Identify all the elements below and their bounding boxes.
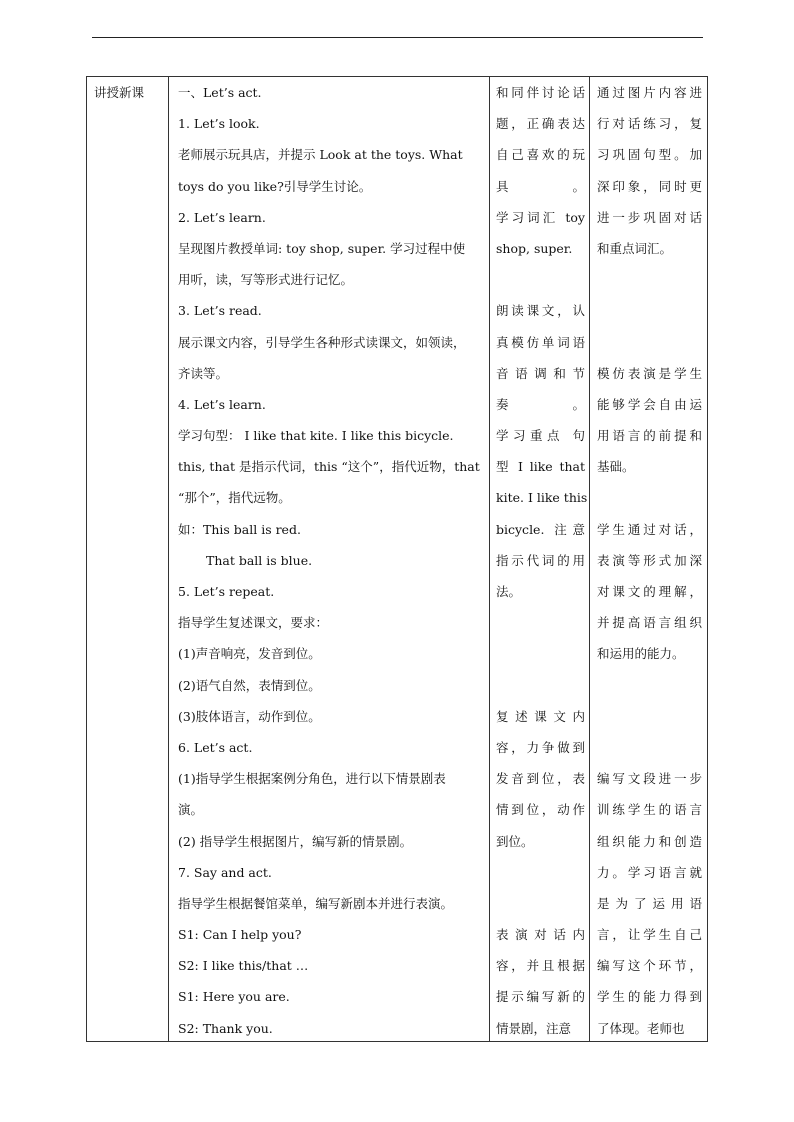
teacher-activity-line: (3)肢体语言，动作到位。 (178, 708, 321, 724)
student-activity-line: 和同伴讨论话 (496, 85, 585, 100)
teacher-activity-line: toys do you like?引导学生讨论。 (178, 178, 372, 194)
teacher-activity-line: S2: Thank you. (178, 1020, 273, 1036)
design-intent-line (597, 264, 704, 295)
design-intent-line: 行对话练习，复 (597, 116, 702, 132)
design-intent-line (597, 670, 704, 701)
design-intent-line: 深印象，同时更 (597, 178, 702, 194)
student-activity-line (496, 638, 587, 669)
teacher-activity-line: (1)声音响亮，发音到位。 (178, 646, 321, 662)
teacher-activity-line: 一、Let’s act. (178, 85, 262, 100)
design-intent-line: 学生通过对话， (597, 521, 702, 537)
design-intent-column (592, 77, 704, 1044)
teacher-activity-line: S1: Can I help you? (178, 927, 302, 943)
design-intent-line: 是为了运用语 (597, 895, 702, 911)
student-activity-line: 到位。 (496, 833, 534, 849)
design-intent-line: 训练学生的语言 (597, 802, 702, 818)
design-intent-line: 能够学会自由运 (597, 396, 702, 412)
design-intent-line (597, 701, 704, 732)
teacher-activity-line: 学习句型： I like that kite. I like this bicycle. (178, 428, 454, 444)
student-activity-line: 奏。 (496, 396, 585, 412)
design-intent-line: 编写这个环节， (597, 958, 702, 974)
section-label-cell (87, 77, 168, 108)
student-activity-line (496, 888, 587, 919)
student-activity-line: 学习重点 句 (496, 428, 585, 444)
student-activity-line: 表演对话内 (496, 927, 585, 943)
teacher-activity-line: S2: I like this/that … (178, 958, 309, 974)
teacher-activity-line: 齐读等。 (178, 365, 229, 381)
design-intent-line: 言，让学生自己 (597, 927, 702, 943)
teacher-activity-line: 4. Let’s learn. (178, 396, 266, 412)
header-rule (92, 37, 703, 38)
teacher-activity-line: 展示课文内容，引导学生各种形式读课文，如领读， (178, 334, 466, 350)
student-activity-line: 题，正确表达 (496, 116, 585, 132)
student-activity-column (493, 77, 587, 1044)
teacher-activity-line: That ball is blue. (206, 552, 313, 568)
student-activity-line (496, 264, 587, 295)
design-intent-line: 并提高语言组织 (597, 615, 702, 631)
design-intent-line: 力。学习语言就 (597, 864, 702, 880)
design-intent-line: 对课文的理解， (597, 584, 702, 599)
teacher-activity-line: 用听，读，写等形式进行记忆。 (178, 272, 354, 288)
teacher-activity-line: 1. Let’s look. (178, 116, 260, 132)
student-activity-line: 情到位，动作 (496, 802, 585, 818)
teacher-activity-line: 7. Say and act. (178, 864, 272, 880)
section-label: 讲授新课 (94, 85, 145, 100)
teacher-activity-line: this, that 是指示代词，this “这个”，指代近物，that (178, 459, 480, 475)
teacher-activity-line: 2. Let’s learn. (178, 209, 266, 225)
student-activity-line: 容，并且根据 (496, 958, 585, 974)
design-intent-line: 和运用的能力。 (597, 646, 685, 662)
student-activity-line: 指示代词的用 (496, 552, 585, 568)
student-activity-line: 自己喜欢的玩 (496, 147, 585, 163)
column-divider (168, 77, 169, 1041)
lesson-plan-table (86, 76, 708, 1042)
design-intent-line: 表演等形式加深 (597, 552, 702, 568)
student-activity-line: 朗读课文，认 (496, 303, 585, 319)
teacher-activity-line: 3. Let’s read. (178, 303, 262, 319)
teacher-activity-line: 呈现图片教授单词: toy shop, super. 学习过程中使 (178, 240, 466, 256)
teacher-activity-line: (2)语气自然，表情到位。 (178, 677, 321, 693)
student-activity-line: 情景剧，注意 (496, 1020, 572, 1036)
design-intent-line: 编写文段进一步 (597, 771, 702, 787)
design-intent-line: 和重点词汇。 (597, 240, 673, 256)
teacher-activity-line: 老师展示玩具店，并提示 Look at the toys. What (178, 147, 463, 163)
teacher-activity-line: 指导学生复述课文，要求： (178, 615, 329, 631)
design-intent-line: 模仿表演是学生 (597, 365, 702, 381)
teacher-activity-line: 演。 (178, 802, 204, 818)
teacher-activity-line: 如：This ball is red. (178, 521, 301, 537)
student-activity-line: 型 I like that (496, 459, 585, 475)
teacher-activity-line: (1)指导学生根据案例分角色，进行以下情景剧表 (178, 771, 446, 787)
design-intent-line (597, 327, 704, 358)
design-intent-line: 进一步巩固对话 (597, 209, 702, 225)
design-intent-line: 用语言的前提和 (597, 428, 702, 444)
student-activity-line: 法。 (496, 584, 522, 599)
student-activity-line: 具。 (496, 178, 585, 194)
student-activity-line: 提示编写新的 (496, 989, 585, 1005)
student-activity-line: 学习词汇 toy (496, 209, 585, 225)
design-intent-line (597, 732, 704, 763)
teacher-activity-line: S1: Here you are. (178, 989, 290, 1005)
student-activity-line: kite. I like this (496, 490, 587, 506)
design-intent-line (597, 295, 704, 326)
student-activity-line: 音语调和节 (496, 365, 585, 381)
design-intent-line: 组织能力和创造 (597, 833, 702, 849)
design-intent-line: 了体现。老师也 (597, 1020, 685, 1036)
design-intent-line: 学生的能力得到 (597, 989, 702, 1005)
student-activity-line: 复述课文内 (496, 708, 585, 724)
teacher-activity-line: 指导学生根据餐馆菜单，编写新剧本并进行表演。 (178, 895, 454, 911)
column-divider (589, 77, 590, 1041)
student-activity-line: shop, super. (496, 240, 573, 256)
student-activity-line: bicycle. 注意 (496, 521, 585, 537)
student-activity-line (496, 607, 587, 638)
teacher-activity-column (173, 77, 491, 1044)
teacher-activity-line: (2) 指导学生根据图片，编写新的情景剧。 (178, 833, 413, 849)
teacher-activity-line: 6. Let’s act. (178, 739, 253, 755)
design-intent-line: 基础。 (597, 459, 635, 475)
design-intent-line: 习巩固句型。加 (597, 147, 702, 163)
design-intent-line: 通过图片内容进 (597, 85, 702, 100)
student-activity-line (496, 857, 587, 888)
design-intent-line (597, 482, 704, 513)
teacher-activity-line: 5. Let’s repeat. (178, 584, 275, 599)
student-activity-line: 容，力争做到 (496, 739, 585, 755)
teacher-activity-line: “那个”，指代远物。 (178, 490, 291, 506)
student-activity-line (496, 670, 587, 701)
student-activity-line: 真模仿单词语 (496, 334, 585, 350)
student-activity-line: 发音到位，表 (496, 771, 585, 787)
